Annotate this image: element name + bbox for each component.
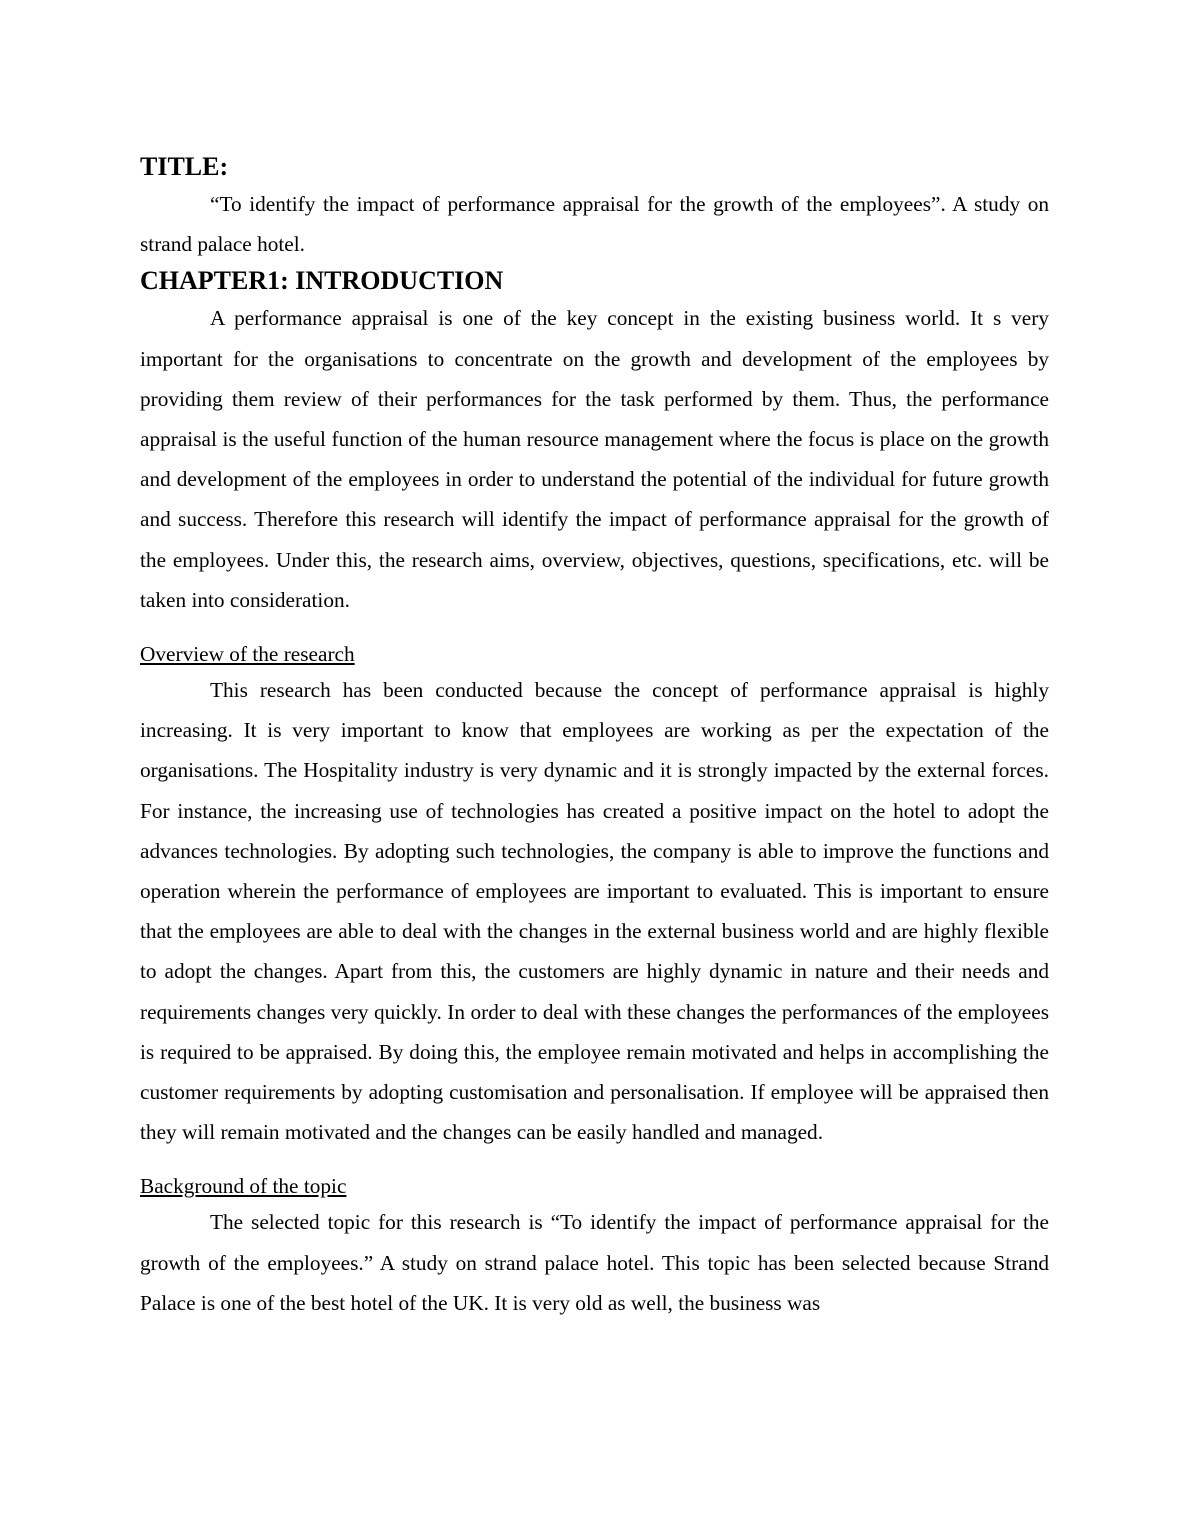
background-paragraph: The selected topic for this research is “To identify the impact of performance appraisal for the growth of the employees.” A study on strand palace hotel. This topic has been selected because Strand Palace is one of the best hotel of the UK. It is very old as well, the business was [140, 1210, 1049, 1315]
introduction-paragraph: A performance appraisal is one of the key concept in the existing business world. It s very important for the organisations to concentrate on the growth and development of the employees by providing them review of their performances for the task performed by them. Thus, the performance appraisal is the useful function of the human resource management where the focus is place on the growth and development of the employees in order to understand the potential of the individual for future growth and success. Therefore this research will identify the impact of performance appraisal for the growth of the employees. Under this, the research aims, overview, objectives, questions, specifications, etc. will be taken into consideration. [140, 306, 1049, 612]
chapter-heading: CHAPTER1: INTRODUCTION [140, 266, 504, 296]
overview-paragraph: This research has been conducted because the concept of performance appraisal is highly increasing. It is very important to know that employees are working as per the expectation of the organisations. The Hospitality industry is very dynamic and it is strongly impacted by the external forces. For instance, the increasing use of technologies has created a positive impact on the hotel to adopt the advances technologies. By adopting such technologies, the company is able to improve the functions and operation wherein the performance of employees are important to evaluated. This is important to ensure that the employees are able to deal with the changes in the external business world and are highly flexible to adopt the changes. Apart from this, the customers are highly dynamic in nature and their needs and requirements changes very quickly. In order to deal with these changes the performances of the employees is required to be appraised. By doing this, the employee remain motivated and helps in accomplishing the customer requirements by adopting customisation and personalisation. If employee will be appraised then they will remain motivated and the changes can be easily handled and managed. [140, 678, 1049, 1145]
document-page [140, 150, 1049, 1323]
title-text: “To identify the impact of performance appraisal for the growth of the employees”. A study on strand palace hotel. [140, 192, 1049, 257]
background-subheading: Background of the topic [140, 1174, 347, 1199]
title-heading: TITLE: [140, 152, 229, 181]
overview-subheading: Overview of the research [140, 642, 355, 667]
